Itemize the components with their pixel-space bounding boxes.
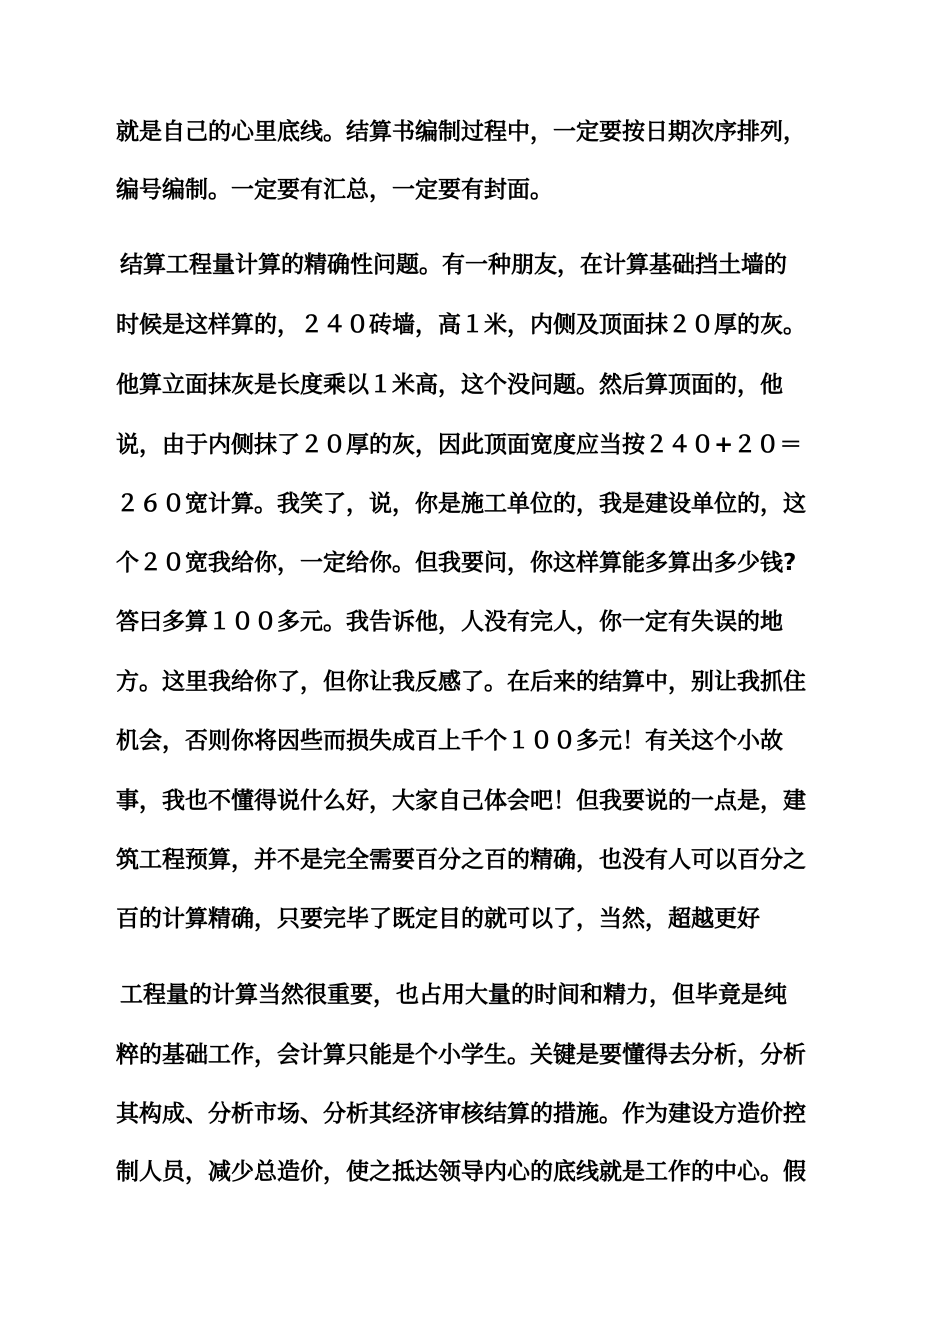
paragraph-2-line-6: 个２０宽我给你，一定给你。但我要问，你这样算能多算出多少钱? (116, 550, 797, 576)
paragraph-1-line-2: 编号编制。一定要有汇总，一定要有封面。 (116, 177, 553, 203)
paragraph-2-line-7: 答曰多算１００多元。我告诉他，人没有完人，你一定有失误的地 (116, 609, 783, 635)
paragraph-2-line-2: 时候是这样算的，２４０砖墙，高１米，内侧及顶面抹２０厚的灰。 (116, 312, 806, 338)
paragraph-2-line-12: 百的计算精确，只要完毕了既定目的就可以了，当然，超越更好 (116, 906, 760, 932)
paragraph-2-line-1: 结算工程量计算的精确性问题。有一种朋友，在计算基础挡土墙的 (120, 252, 787, 278)
paragraph-2-line-9: 机会，否则你将因些而损失成百上千个１００多元！有关这个小故 (116, 728, 783, 754)
paragraph-1-line-1: 就是自己的心里底线。结算书编制过程中，一定要按日期次序排列， (116, 119, 806, 145)
paragraph-3-line-3: 其构成、分析市场、分析其经济审核结算的措施。作为建设方造价控 (116, 1101, 806, 1127)
paragraph-2-line-11: 筑工程预算，并不是完全需要百分之百的精确，也没有人可以百分之 (116, 847, 806, 873)
paragraph-2-line-10: 事，我也不懂得说什么好，大家自己体会吧！但我要说的一点是，建 (116, 788, 806, 814)
paragraph-2-line-4: 说，由于内侧抹了２０厚的灰，因此顶面宽度应当按２４０+２０＝ (116, 432, 803, 458)
paragraph-2-line-5: ２６０宽计算。我笑了，说，你是施工单位的，我是建设单位的，这 (116, 491, 806, 517)
paragraph-3-line-2: 粹的基础工作，会计算只能是个小学生。关键是要懂得去分析，分析 (116, 1042, 806, 1068)
paragraph-3-line-1: 工程量的计算当然很重要，也占用大量的时间和精力，但毕竟是纯 (120, 982, 787, 1008)
paragraph-2-line-3: 他算立面抹灰是长度乘以１米高，这个没问题。然后算顶面的，他 (116, 372, 783, 398)
paragraph-2-line-8: 方。这里我给你了，但你让我反感了。在后来的结算中，别让我抓住 (116, 669, 806, 695)
paragraph-3-line-4: 制人员，减少总造价，使之抵达领导内心的底线就是工作的中心。假 (116, 1159, 806, 1185)
